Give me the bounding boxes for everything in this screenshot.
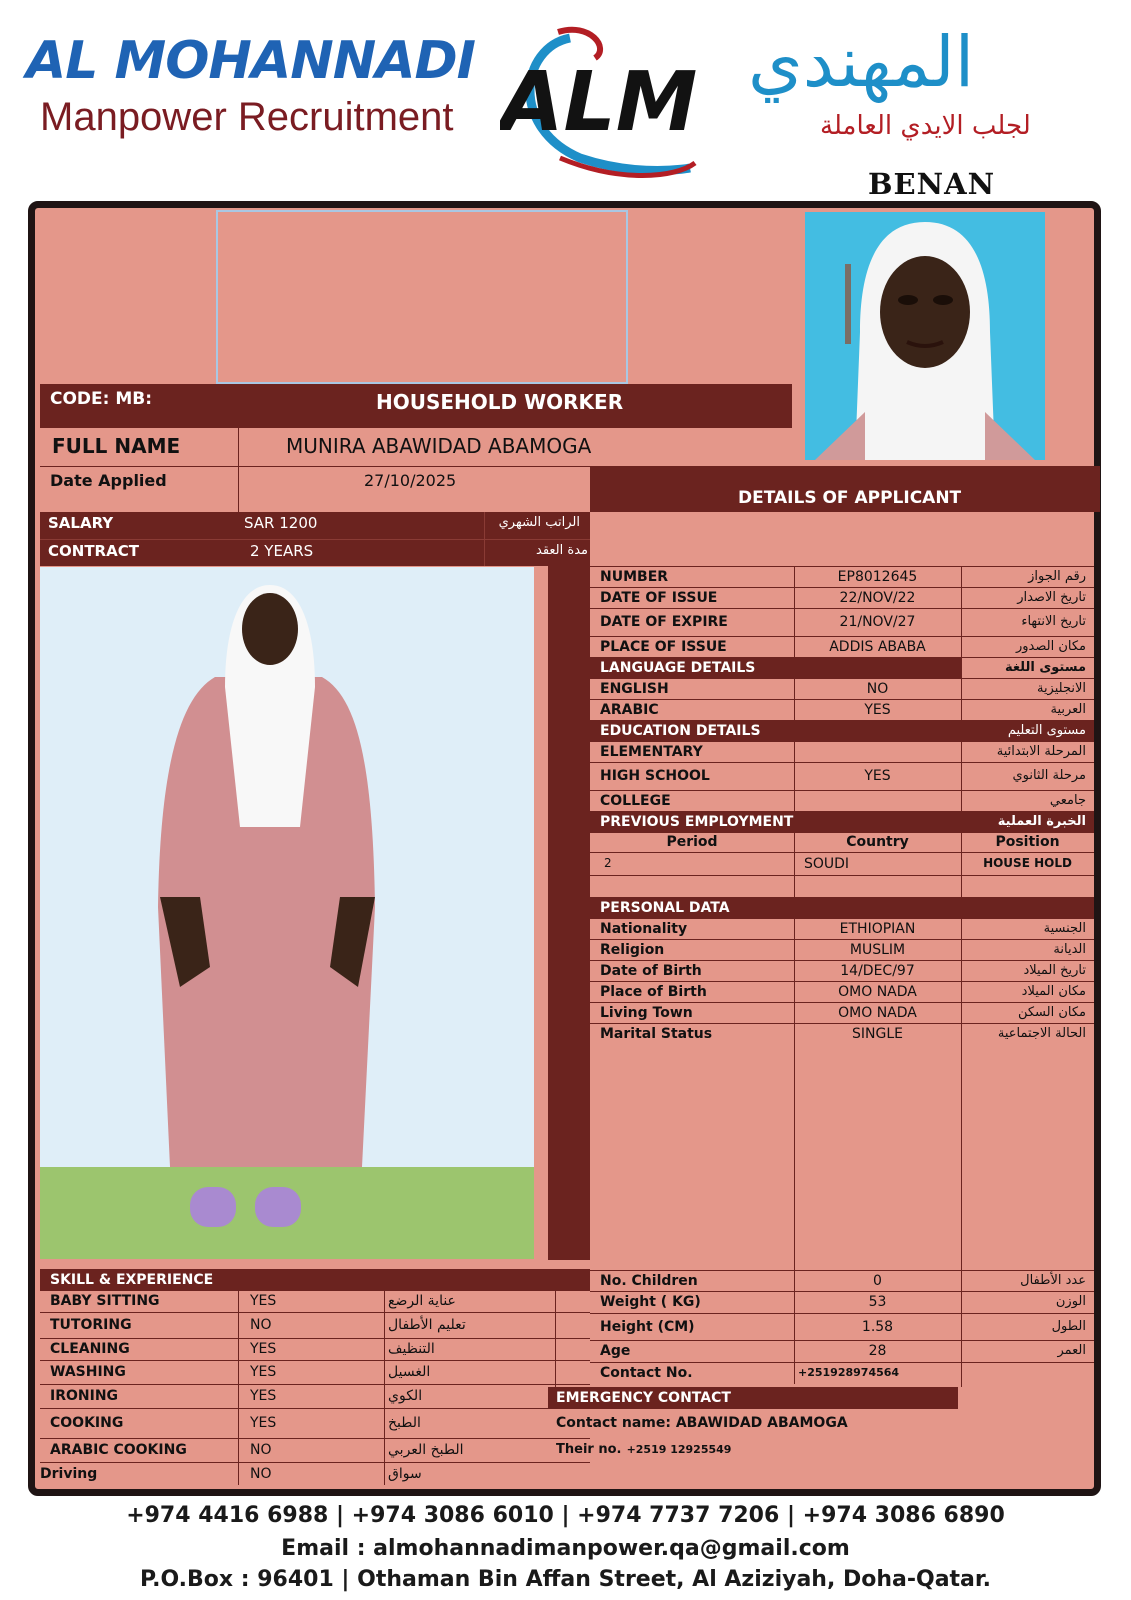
- education-header-arabic: مستوى التعليم: [1007, 723, 1086, 738]
- personal-header: PERSONAL DATA: [600, 900, 730, 916]
- column-country: Country: [846, 834, 909, 850]
- personal-row-arabic: تاريخ الميلاد: [1023, 963, 1086, 978]
- skill-label: ARABIC COOKING: [50, 1442, 187, 1458]
- personal-row-arabic: الجنسية: [1043, 921, 1086, 936]
- body-row-label: Age: [600, 1343, 631, 1359]
- body-row-label: No. Children: [600, 1273, 698, 1289]
- personal-row-arabic: مكان الميلاد: [1021, 984, 1086, 999]
- divider: [590, 587, 1094, 588]
- passport-row-label: NUMBER: [600, 569, 669, 585]
- divider: [590, 790, 1094, 791]
- employment-country: SOUDI: [804, 856, 850, 872]
- language-row-arabic: الانجليزية: [1036, 681, 1086, 696]
- code-label: CODE: MB:: [50, 389, 153, 409]
- divider: [40, 1384, 590, 1385]
- skills-header: SKILL & EXPERIENCE: [50, 1272, 214, 1288]
- skill-arabic: تعليم الأطفال: [388, 1317, 466, 1333]
- divider: [794, 566, 795, 811]
- emergency-contact-number: [556, 1438, 731, 1457]
- language-row-label: ENGLISH: [600, 681, 669, 697]
- skill-value: YES: [250, 1388, 277, 1404]
- skill-value: YES: [250, 1341, 277, 1357]
- personal-row-arabic: الحالة الاجتماعية: [997, 1026, 1086, 1041]
- emergency-header: EMERGENCY CONTACT: [556, 1390, 731, 1406]
- emergency-number-value: +2519 12925549: [626, 1443, 732, 1456]
- divider: [961, 566, 962, 1387]
- employment-header: PREVIOUS EMPLOYMENT: [600, 814, 794, 830]
- personal-row-value: OMO NADA: [838, 984, 917, 1000]
- body-row-arabic: العمر: [1057, 1343, 1086, 1358]
- divider: [40, 1360, 590, 1361]
- full-name-value: MUNIRA ABAWIDAD ABAMOGA: [286, 434, 592, 458]
- contact-number-value: +251928974564: [798, 1366, 900, 1379]
- personal-row-arabic: الديانة: [1053, 942, 1086, 957]
- education-row-label: ELEMENTARY: [600, 744, 703, 760]
- language-row-label: ARABIC: [600, 702, 659, 718]
- skill-label: CLEANING: [50, 1341, 130, 1357]
- skill-label: COOKING: [50, 1415, 124, 1431]
- emergency-contact-name: Contact name: ABAWIDAD ABAMOGA: [556, 1415, 848, 1431]
- skill-label: BABY SITTING: [50, 1293, 160, 1309]
- skill-arabic: الطبخ: [388, 1415, 421, 1431]
- contract-value: 2 YEARS: [250, 542, 314, 560]
- divider: [590, 1313, 1094, 1314]
- svg-text:ALM: ALM: [500, 55, 698, 150]
- divider: [40, 466, 592, 467]
- passport-row-arabic: تاريخ الاصدار: [1017, 590, 1086, 605]
- education-row-arabic: جامعي: [1049, 793, 1086, 808]
- agent-name: BENAN: [868, 167, 996, 201]
- passport-row-label: PLACE OF ISSUE: [600, 639, 727, 655]
- brand-name-english: AL MOHANNADI: [26, 31, 475, 91]
- divider: [40, 1438, 590, 1439]
- divider: [40, 1408, 590, 1409]
- salary-value: SAR 1200: [244, 514, 318, 532]
- skill-label: Driving: [40, 1466, 98, 1482]
- date-applied-value: 27/10/2025: [364, 471, 457, 490]
- passport-row-value: EP8012645: [837, 569, 918, 585]
- education-header: EDUCATION DETAILS: [600, 723, 761, 739]
- skill-value: YES: [250, 1364, 277, 1380]
- education-row-arabic: مرحلة الثانوي: [1012, 768, 1086, 783]
- passport-row-value: 22/NOV/22: [839, 590, 916, 606]
- divider: [590, 636, 1094, 637]
- body-row-value: 1.58: [861, 1319, 894, 1335]
- brand-subtitle: Manpower Recruitment: [40, 95, 454, 139]
- personal-row-value: MUSLIM: [849, 942, 906, 958]
- passport-row-value: ADDIS ABABA: [829, 639, 926, 655]
- brand-name-arabic: المهندي: [748, 21, 975, 103]
- personal-row-label: Living Town: [600, 1005, 693, 1021]
- full-body-photo: [40, 567, 534, 1259]
- passport-row-arabic: تاريخ الانتهاء: [1021, 614, 1086, 629]
- skill-value: NO: [250, 1317, 272, 1333]
- column-position: Position: [995, 834, 1060, 850]
- skill-arabic: الطبخ العربي: [388, 1442, 464, 1458]
- skill-arabic: عناية الرضع: [388, 1293, 456, 1309]
- passport-row-label: DATE OF EXPIRE: [600, 614, 728, 630]
- footer-phones: +974 4416 6988 | +974 3086 6010 | +974 7737 7206 | +974 3086 6890: [126, 1503, 1005, 1528]
- passport-row-label: DATE OF ISSUE: [600, 590, 718, 606]
- skill-value: NO: [250, 1466, 272, 1482]
- body-row-arabic: الوزن: [1055, 1294, 1086, 1309]
- divider: [794, 832, 795, 1384]
- skill-arabic: الكوي: [388, 1388, 423, 1404]
- employment-position: HOUSE HOLD: [983, 856, 1072, 870]
- personal-row-label: Nationality: [600, 921, 688, 937]
- footer-email: Email : almohannadimanpower.qa@gmail.com: [281, 1536, 850, 1561]
- skill-arabic: الغسيل: [388, 1364, 431, 1380]
- skill-arabic: سواق: [388, 1466, 422, 1482]
- education-row-label: COLLEGE: [600, 793, 671, 809]
- footer-address: P.O.Box : 96401 | Othaman Bin Affan Street, Al Aziziyah, Doha-Qatar.: [140, 1567, 991, 1592]
- divider: [40, 1462, 590, 1463]
- personal-row-label: Place of Birth: [600, 984, 707, 1000]
- divider: [590, 852, 1094, 853]
- divider: [590, 1362, 1094, 1363]
- divider: [384, 1290, 385, 1485]
- divider: [590, 1270, 1094, 1271]
- language-header: LANGUAGE DETAILS: [600, 660, 756, 676]
- divider: [40, 1312, 590, 1313]
- education-row-arabic: المرحلة الابتدائية: [996, 744, 1086, 759]
- employment-header-arabic: الخبرة العملية: [997, 814, 1086, 829]
- personal-row-label: Religion: [600, 942, 665, 958]
- column-period: Period: [666, 834, 718, 850]
- personal-row-arabic: مكان السكن: [1017, 1005, 1086, 1020]
- body-row-value: 53: [868, 1294, 887, 1310]
- divider: [590, 875, 1094, 876]
- language-row-arabic: العربية: [1050, 702, 1086, 717]
- personal-row-label: Marital Status: [600, 1026, 713, 1042]
- divider: [590, 678, 1094, 679]
- divider: [590, 1002, 1094, 1003]
- personal-row-label: Date of Birth: [600, 963, 702, 979]
- divider: [555, 1290, 556, 1387]
- education-row-label: HIGH SCHOOL: [600, 768, 710, 784]
- skill-label: WASHING: [50, 1364, 126, 1380]
- divider: [590, 566, 1094, 567]
- portrait-photo: [805, 212, 1045, 460]
- skill-label: IRONING: [50, 1388, 119, 1404]
- body-row-value: 0: [873, 1273, 882, 1289]
- body-row-label: Height (CM): [600, 1319, 695, 1335]
- skill-value: YES: [250, 1293, 277, 1309]
- divider: [590, 608, 1094, 609]
- body-row-arabic: الطول: [1051, 1319, 1086, 1334]
- personal-row-value: OMO NADA: [838, 1005, 917, 1021]
- divider: [590, 741, 1094, 742]
- divider: [40, 539, 590, 540]
- divider: [484, 512, 485, 566]
- body-row-value: 28: [868, 1343, 887, 1359]
- skill-value: YES: [250, 1415, 277, 1431]
- body-row-arabic: عدد الأطفال: [1020, 1273, 1086, 1288]
- divider: [238, 1290, 239, 1485]
- skill-label: TUTORING: [50, 1317, 132, 1333]
- contract-label: CONTRACT: [48, 542, 139, 560]
- contract-label-arabic: مدة العقد: [536, 543, 588, 558]
- blank-box: [216, 210, 628, 384]
- full-name-label: FULL NAME: [52, 434, 181, 458]
- salary-label-arabic: الراتب الشهري: [498, 515, 580, 530]
- employment-period: 2: [604, 856, 612, 870]
- divider: [40, 1338, 590, 1339]
- divider: [590, 1023, 1094, 1024]
- language-row-value: NO: [866, 681, 889, 697]
- brand-subtitle-arabic: لجلب الايدي العاملة: [820, 111, 1031, 141]
- divider: [40, 1290, 590, 1291]
- divider: [590, 1340, 1094, 1341]
- divider: [590, 832, 1094, 833]
- contact-number-label: Contact No.: [600, 1365, 693, 1381]
- divider: [590, 960, 1094, 961]
- divider: [590, 699, 1094, 700]
- alm-logo: [500, 18, 730, 178]
- divider: [590, 918, 1094, 919]
- language-header-arabic: مستوى اللغة: [1004, 660, 1086, 675]
- salary-label: SALARY: [48, 514, 114, 532]
- personal-row-value: 14/DEC/97: [840, 963, 915, 979]
- details-header: DETAILS OF APPLICANT: [738, 488, 962, 508]
- divider: [590, 939, 1094, 940]
- date-applied-label: Date Applied: [50, 471, 167, 490]
- divider: [590, 981, 1094, 982]
- personal-row-value: SINGLE: [852, 1026, 903, 1042]
- personal-row-value: ETHIOPIAN: [839, 921, 916, 937]
- passport-row-arabic: رقم الجواز: [1028, 569, 1086, 584]
- divider: [590, 1291, 1094, 1292]
- skill-value: NO: [250, 1442, 272, 1458]
- language-row-value: YES: [864, 702, 891, 718]
- body-row-label: Weight ( KG): [600, 1294, 701, 1310]
- divider-strip: [548, 566, 590, 1260]
- job-title: HOUSEHOLD WORKER: [376, 390, 624, 414]
- passport-row-value: 21/NOV/27: [839, 614, 916, 630]
- divider: [590, 762, 1094, 763]
- skill-arabic: التنظيف: [388, 1341, 435, 1357]
- passport-row-arabic: مكان الصدور: [1015, 639, 1086, 654]
- education-row-value: YES: [864, 768, 891, 784]
- emergency-number-label: Their no.: [556, 1442, 622, 1457]
